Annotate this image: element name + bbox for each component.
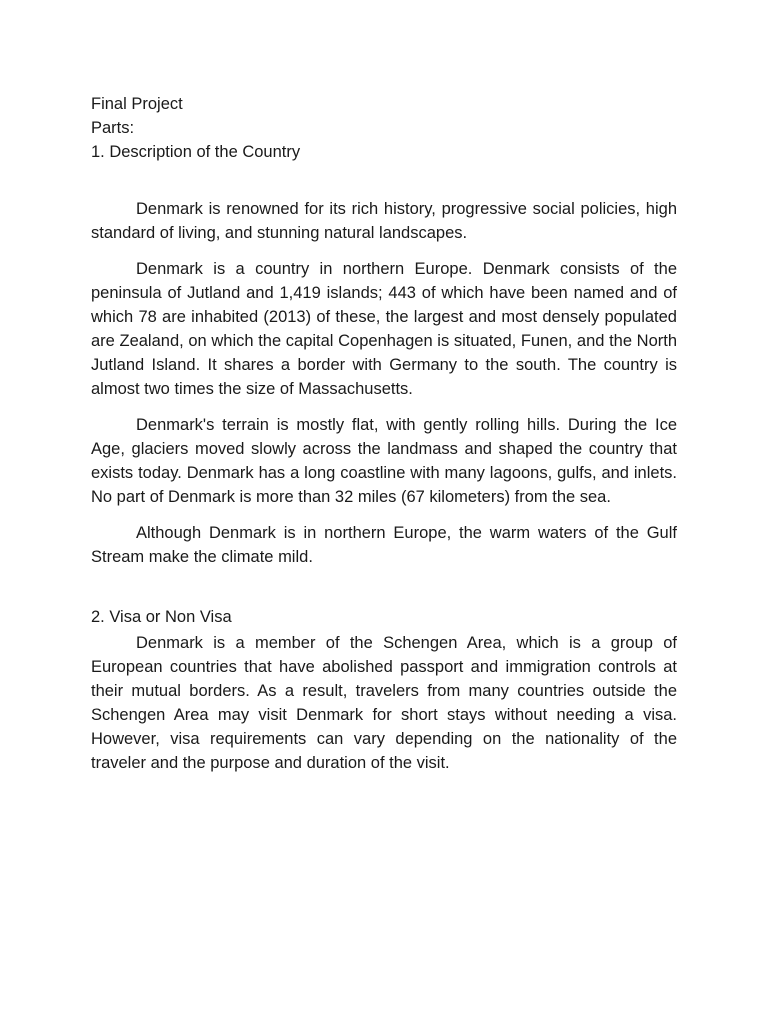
paragraph-climate: Although Denmark is in northern Europe, the warm waters of the Gulf Stream make the climate mild.	[91, 524, 677, 566]
paragraph-terrain: Denmark's terrain is mostly flat, with gently rolling hills. During the Ice Age, glaciers moved slowly across the landmass and shaped the country that exists today. Denmark has a long coastline with many lagoons, gulfs, and inlets. No part of Denmark is more than 32 miles (67 kilometers) from the sea.	[91, 416, 677, 506]
section-heading-visa: 2. Visa or Non Visa	[91, 608, 232, 626]
document-title: Final Project	[91, 95, 183, 113]
paragraph-intro: Denmark is renowned for its rich history, progressive social policies, high standard of living, and stunning natural landscapes.	[91, 200, 677, 242]
paragraph-visa: Denmark is a member of the Schengen Area, which is a group of European countries that have abolished passport and immigration controls at their mutual borders. As a result, travelers from many countries outside the Schengen Area may visit Denmark for short stays without needing a visa. However, visa requirements can vary depending on the nationality of the traveler and the purpose and duration of the visit.	[91, 634, 677, 772]
document-subtitle: Parts:	[91, 119, 135, 137]
document-body	[91, 92, 677, 775]
paragraph-geography: Denmark is a country in northern Europe. Denmark consists of the peninsula of Jutland and 1,419 islands; 443 of which have been named and of which 78 are inhabited (2013) of these, the largest and most densely populated are Zealand, on which the capital Copenhagen is situated, Funen, and the North Jutland Island. It shares a border with Germany to the south. The country is almost two times the size of Massachusetts.	[91, 260, 677, 398]
section-heading-description: 1. Description of the Country	[91, 143, 301, 161]
